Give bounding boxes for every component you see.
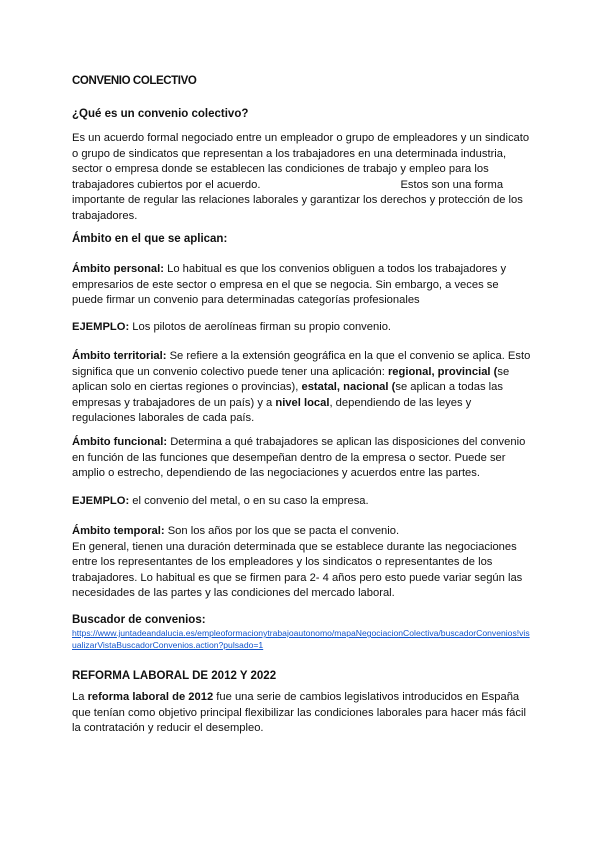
personal-text: Lo habitual es que los convenios obliguen a todos los trabajadores y empresarios de este sector o empresa en el que se negocia. Sin embargo, a veces se puede firmar un convenio para determinadas categorías profesionales (72, 263, 507, 307)
document-title: CONVENIO COLECTIVO (72, 75, 197, 87)
territorial-bold-2: estatal, nacional ( (301, 381, 396, 394)
buscador-heading: Buscador de convenios: (72, 614, 206, 626)
reforma-text-1: La (72, 691, 88, 703)
territorial-text-1: Se refiere a la extensión geográfica en la que el convenio se aplica. Esto significa que un convenio colectivo puede tener una aplicación: (72, 350, 531, 378)
temporal-text-2: En general, tienen una duración determinada que se establece durante las negociaciones entre los representantes de los empleadores y los sindicatos o representantes de los trabajadores. Lo habitual es que se firmen para 2- 4 años pero esto puede variar según las necesidades de las partes y las condiciones del mercado laboral. (72, 540, 523, 600)
reforma-heading: REFORMA LABORAL DE 2012 Y 2022 (72, 670, 277, 682)
reforma-text-2: fue una serie de cambios legislativos introducidos en España que tenían como objetivo principal flexibilizar las condiciones laborales para hacer más fácil la contratación y reducir el desempleo. (72, 691, 526, 735)
territorial-text-3: se aplican a todas las empresas y trabajadores de un país) y a (72, 381, 503, 409)
ejemplo-1-text: Los pilotos de aerolíneas firman su propio convenio. (129, 321, 392, 333)
intro-text-1: Es un acuerdo formal negociado entre un empleador o grupo de empleadores y un sindicato o grupo de sindicatos que representan a los trabajadores en una determinada industria, sector o empresa donde se establecen las condiciones de trabajo y empleo para los trabajadores cubiertos por el acuerdo. (72, 132, 530, 191)
ejemplo-1-label: EJEMPLO: (72, 321, 130, 333)
question-heading: ¿Qué es un convenio colectivo? (72, 108, 249, 120)
temporal-paragraph (72, 524, 532, 602)
ambito-heading: Ámbito en el que se aplican: (72, 233, 228, 245)
intro-paragraph (72, 131, 532, 225)
temporal-text-1: Son los años por los que se pacta el convenio. (164, 525, 400, 537)
ejemplo-2-label: EJEMPLO: (72, 495, 130, 507)
personal-label: Ámbito personal: (72, 263, 164, 275)
funcional-text: Determina a qué trabajadores se aplican las disposiciones del convenio en función de las funciones que desempeñan dentro de la empresa o sector. Puede ser amplio o estrecho, dependiendo de las negociaciones y acuerdos entre las partes. (72, 436, 526, 480)
temporal-label: Ámbito temporal: (72, 525, 165, 537)
reforma-paragraph (72, 690, 532, 737)
ejemplo-2-paragraph (72, 494, 532, 510)
territorial-bold-3: nivel local (275, 396, 330, 409)
territorial-text-4: , dependiendo de las leyes y regulaciones laborales de cada país. (72, 396, 472, 425)
buscador-link[interactable]: https://www.juntadeandalucia.es/empleoformacionytrabajoautonomo/mapaNegociacionColectiva/buscadorConvenios!visualizarVistaBuscadorConvenios.action?pulsado=1 (72, 628, 530, 650)
personal-paragraph (72, 262, 532, 309)
territorial-label: Ámbito territorial: (72, 350, 167, 362)
ejemplo-2-text: el convenio del metal, o en su caso la empresa. (129, 495, 369, 507)
territorial-bold-1: regional, provincial ( (387, 365, 498, 378)
intro-text-2: Estos son una forma importante de regular las relaciones laborales y garantizar los derechos y protección de los trabajadores. (72, 178, 523, 222)
reforma-bold: reforma laboral de 2012 (87, 691, 214, 703)
funcional-paragraph (72, 435, 532, 482)
territorial-paragraph (72, 349, 532, 427)
funcional-label: Ámbito funcional: (72, 436, 168, 448)
ejemplo-1-paragraph (72, 320, 532, 336)
territorial-text-2: se aplican solo en ciertas regiones o provincias), (72, 365, 510, 394)
